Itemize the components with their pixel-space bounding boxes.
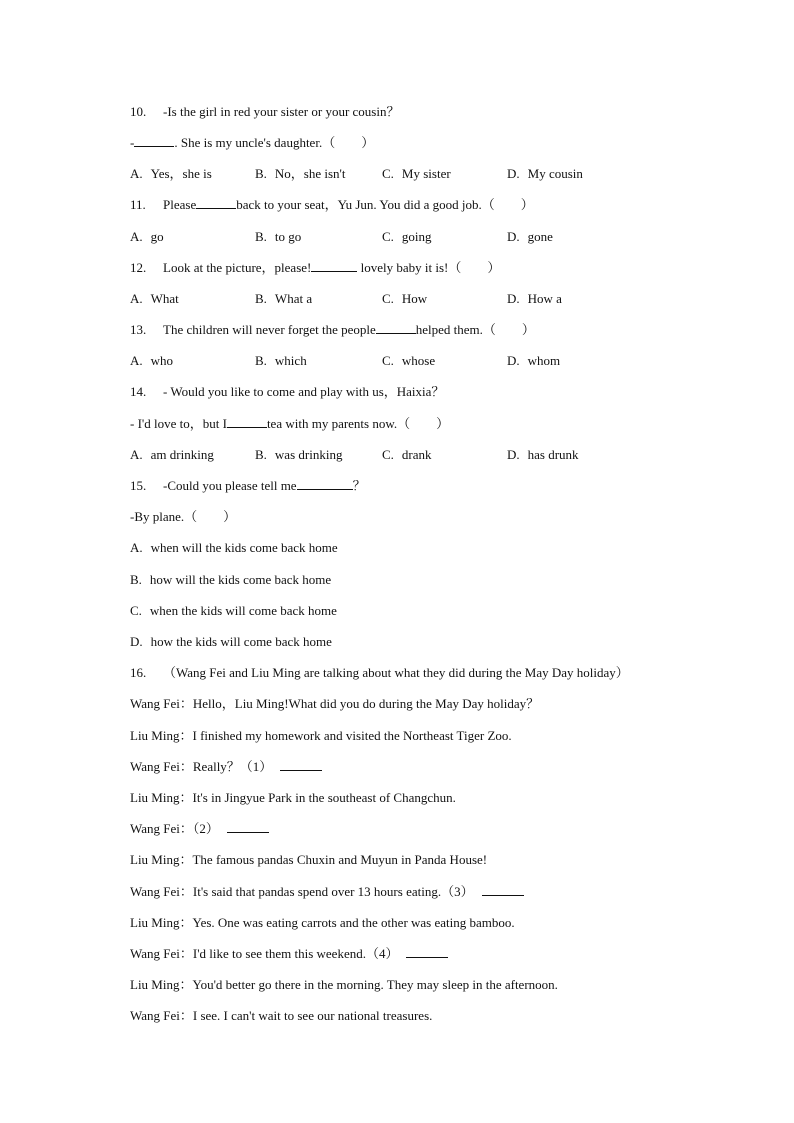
q11-option-a[interactable]: A. go xyxy=(130,229,164,244)
q15-answer-line: -By plane.（ ） xyxy=(130,509,237,524)
q15-option-a[interactable]: A. when will the kids come back home xyxy=(130,540,338,555)
q15-option-b[interactable]: B. how will the kids come back home xyxy=(130,572,332,587)
q16-dialogue-line: Wang Fei：Really？（1） xyxy=(130,756,322,778)
q13-option-a[interactable]: A. who xyxy=(130,353,174,368)
q13-answer-blank[interactable] xyxy=(376,319,416,334)
speaker: Wang Fei： xyxy=(130,821,193,836)
q13-option-c[interactable]: C. whose xyxy=(382,353,436,368)
q12-option-c[interactable]: C. How xyxy=(382,291,428,306)
speaker: Wang Fei： xyxy=(130,884,193,899)
q10-option-b[interactable]: B. No，she isn't xyxy=(255,166,346,181)
q16-dialogue-line: Wang Fei：Hello，Liu Ming!What did you do during the May Day holiday？ xyxy=(130,696,540,711)
q12-stem: 12. Look at the picture，please! lovely baby it is!（ ） xyxy=(130,257,500,279)
q16-dialogue-line: Wang Fei：（2） xyxy=(130,818,269,840)
q10-dash: - xyxy=(130,135,135,150)
q15-option-d[interactable]: D. how the kids will come back home xyxy=(130,634,332,649)
q14-option-a[interactable]: A. am drinking xyxy=(130,447,214,462)
q14-option-b[interactable]: B. was drinking xyxy=(255,447,343,462)
q16-dialogue-line: Wang Fei：I'd like to see them this weekend.（4） xyxy=(130,943,448,965)
q14-option-d[interactable]: D. has drunk xyxy=(507,447,579,462)
q11-number: 11. xyxy=(130,197,146,212)
q10-line2-text: . She is my uncle's daughter.（ ） xyxy=(174,135,375,150)
speaker: Wang Fei： xyxy=(130,946,193,961)
q11-option-b[interactable]: B. to go xyxy=(255,229,302,244)
q16-dialogue-line: Wang Fei：It's said that pandas spend over 13 hours eating.（3） xyxy=(130,881,524,903)
q12-option-d[interactable]: D. How a xyxy=(507,291,562,306)
q10-stem-text: -Is the girl in red your sister or your cousin？ xyxy=(163,104,400,119)
q12-option-b[interactable]: B. What a xyxy=(255,291,313,306)
q13-stem: 13. The children will never forget the people helped them.（ ） xyxy=(130,319,535,341)
q12-options xyxy=(130,288,690,310)
q10-stem xyxy=(130,101,399,123)
speaker: Liu Ming： xyxy=(130,915,193,930)
q16-blank-3[interactable] xyxy=(482,881,524,896)
q11-option-c[interactable]: C. going xyxy=(382,229,432,244)
speaker: Wang Fei： xyxy=(130,759,193,774)
speaker: Liu Ming： xyxy=(130,728,193,743)
q14-option-c[interactable]: C. drank xyxy=(382,447,432,462)
q14-options xyxy=(130,444,690,466)
q11-options xyxy=(130,226,690,248)
speaker: Liu Ming： xyxy=(130,852,193,867)
speaker: Liu Ming： xyxy=(130,790,193,805)
q16-blank-4[interactable] xyxy=(406,943,448,958)
q10-number: 10. xyxy=(130,104,147,119)
q12-option-a[interactable]: A. What xyxy=(130,291,179,306)
q10-option-a[interactable]: A. Yes，she is xyxy=(130,166,212,181)
q11-option-d[interactable]: D. gone xyxy=(507,229,553,244)
speaker: Wang Fei： xyxy=(130,1008,193,1023)
q11-stem: 11. Please back to your seat，Yu Jun. You did a good job.（ ） xyxy=(130,194,534,216)
q14-number: 14. xyxy=(130,384,147,399)
q15-number: 15. xyxy=(130,478,147,493)
q16-dialogue-line: Liu Ming：Yes. One was eating carrots and the other was eating bamboo. xyxy=(130,915,515,930)
q14-stem: 14. - Would you like to come and play with us，Haixia？ xyxy=(130,381,444,403)
q10-option-c[interactable]: C. My sister xyxy=(382,166,451,181)
q12-number: 12. xyxy=(130,260,147,275)
q10-answer-line xyxy=(130,132,374,154)
speaker: Wang Fei： xyxy=(130,696,193,711)
q14-answer-line: - I'd love to，but I tea with my parents now.（ ） xyxy=(130,413,449,435)
q15-option-c[interactable]: C. when the kids will come back home xyxy=(130,603,337,618)
q13-option-d[interactable]: D. whom xyxy=(507,353,561,368)
q13-option-b[interactable]: B. which xyxy=(255,353,307,368)
q14-answer-blank[interactable] xyxy=(227,413,267,428)
q12-answer-blank[interactable] xyxy=(311,257,357,272)
q10-option-d[interactable]: D. My cousin xyxy=(507,166,583,181)
q16-blank-1[interactable] xyxy=(280,756,322,771)
q16-dialogue-line: Liu Ming：You'd better go there in the morning. They may sleep in the afternoon. xyxy=(130,977,558,992)
q16-dialogue-line: Liu Ming：The famous pandas Chuxin and Muyun in Panda House! xyxy=(130,852,488,867)
speaker: Liu Ming： xyxy=(130,977,193,992)
q13-number: 13. xyxy=(130,322,147,337)
q15-stem: 15. -Could you please tell me ？ xyxy=(130,475,366,497)
q16-dialogue-line: Wang Fei：I see. I can't wait to see our national treasures. xyxy=(130,1008,433,1023)
q16-number: 16. xyxy=(130,665,147,680)
q10-answer-blank[interactable] xyxy=(134,132,174,147)
q16-intro: 16. （Wang Fei and Liu Ming are talking about what they did during the May Day holiday） xyxy=(130,662,629,684)
q16-dialogue-line: Liu Ming：I finished my homework and visited the Northeast Tiger Zoo. xyxy=(130,728,512,743)
q16-blank-2[interactable] xyxy=(227,818,269,833)
q15-answer-blank[interactable] xyxy=(297,475,353,490)
q16-dialogue-line: Liu Ming：It's in Jingyue Park in the southeast of Changchun. xyxy=(130,790,456,805)
q13-options xyxy=(130,350,690,372)
q10-options xyxy=(130,163,690,185)
q11-answer-blank[interactable] xyxy=(196,194,236,209)
